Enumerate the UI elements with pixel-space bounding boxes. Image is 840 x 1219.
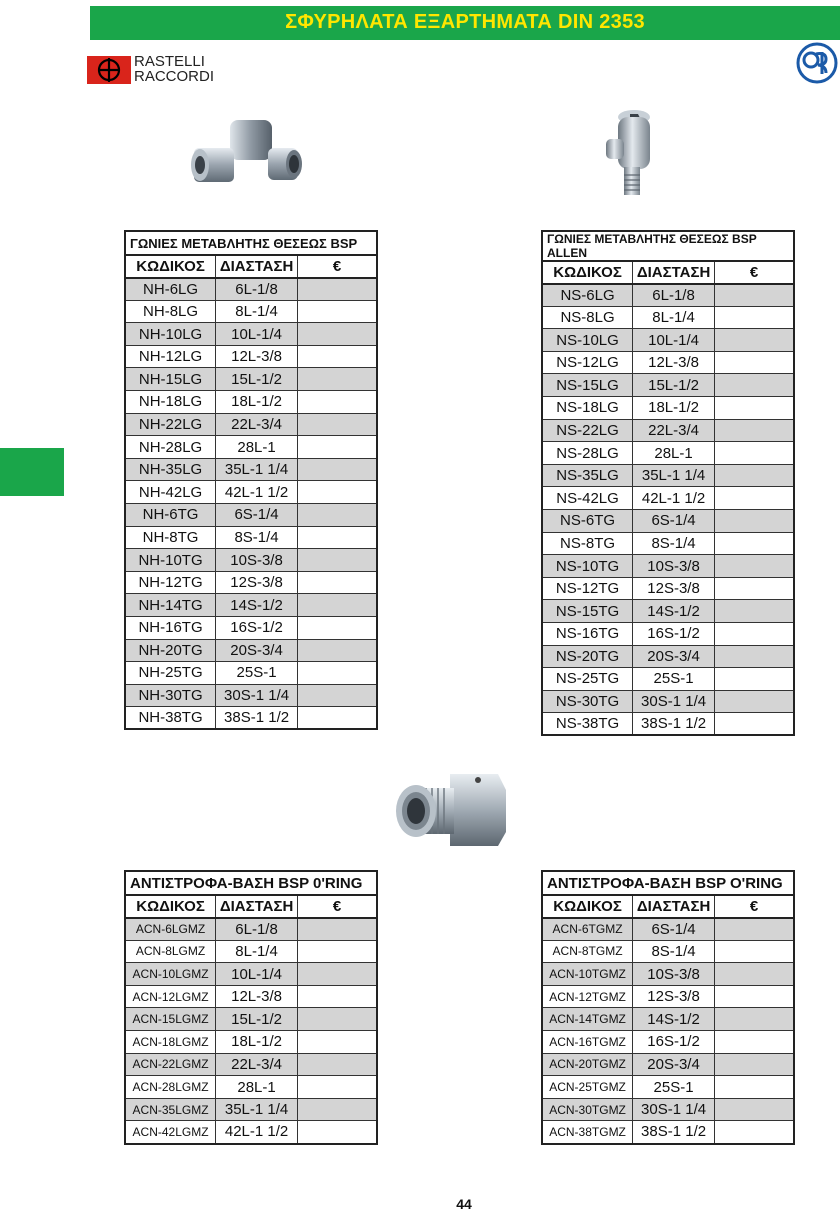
- table-row: [125, 684, 377, 707]
- table-row: [542, 532, 794, 555]
- table-row: [125, 707, 377, 730]
- table-row: [125, 940, 377, 963]
- product-code: NH-16TG: [125, 617, 216, 640]
- table-row: [125, 571, 377, 594]
- product-size: 6S-1/4: [216, 504, 298, 527]
- product-price: [298, 1031, 377, 1054]
- product-size: 8L-1/4: [216, 300, 298, 323]
- product-size: 10L-1/4: [216, 963, 298, 986]
- table-row: [125, 662, 377, 685]
- table-row: [542, 464, 794, 487]
- table-row: [125, 963, 377, 986]
- product-price: [715, 306, 794, 329]
- product-size: 10L-1/4: [216, 323, 298, 346]
- product-code: NS-12TG: [542, 577, 633, 600]
- product-price: [298, 963, 377, 986]
- table-row: [542, 645, 794, 668]
- product-code: NH-8LG: [125, 300, 216, 323]
- table-row: [542, 487, 794, 510]
- product-code: ACN-6TGMZ: [542, 918, 633, 941]
- table-row: [542, 329, 794, 352]
- product-price: [715, 329, 794, 352]
- product-size: 42L-1 1/2: [633, 487, 715, 510]
- table-row: [125, 617, 377, 640]
- product-size: 28L-1: [216, 1076, 298, 1099]
- product-code: NS-12LG: [542, 351, 633, 374]
- product-size: 10L-1/4: [633, 329, 715, 352]
- table-row: [542, 577, 794, 600]
- product-size: 8S-1/4: [216, 526, 298, 549]
- table-row: [542, 419, 794, 442]
- product-price: [298, 571, 377, 594]
- product-price: [715, 555, 794, 578]
- table-row: [125, 1031, 377, 1054]
- allen-fitting-image: [602, 105, 662, 200]
- page-number: 44: [456, 1196, 472, 1212]
- product-code: NS-28LG: [542, 442, 633, 465]
- product-price: [715, 1098, 794, 1121]
- product-code: ACN-15LGMZ: [125, 1008, 216, 1031]
- product-price: [298, 1053, 377, 1076]
- product-price: [715, 532, 794, 555]
- product-price: [298, 639, 377, 662]
- product-code: NH-12LG: [125, 345, 216, 368]
- section-tab: [0, 448, 64, 496]
- product-price: [715, 442, 794, 465]
- product-code: NS-10LG: [542, 329, 633, 352]
- rs-circle-logo-icon: [796, 42, 838, 84]
- product-price: [715, 690, 794, 713]
- product-price: [298, 391, 377, 414]
- table-row: [125, 391, 377, 414]
- product-price: [715, 600, 794, 623]
- product-price: [715, 397, 794, 420]
- product-price: [298, 300, 377, 323]
- product-size: 6L-1/8: [216, 278, 298, 301]
- product-code: NH-10TG: [125, 549, 216, 572]
- product-price: [298, 1076, 377, 1099]
- product-size: 18L-1/2: [216, 391, 298, 414]
- product-size: 22L-3/4: [216, 413, 298, 436]
- product-code: ACN-42LGMZ: [125, 1121, 216, 1144]
- table-row: [542, 963, 794, 986]
- product-price: [298, 549, 377, 572]
- product-size: 12S-3/8: [633, 577, 715, 600]
- product-code: ACN-12LGMZ: [125, 985, 216, 1008]
- product-code: NH-38TG: [125, 707, 216, 730]
- product-code: NS-38TG: [542, 713, 633, 736]
- product-size: 22L-3/4: [633, 419, 715, 442]
- table-row: [125, 1076, 377, 1099]
- product-code: NS-15LG: [542, 374, 633, 397]
- product-code: ACN-14TGMZ: [542, 1008, 633, 1031]
- table-row: [125, 594, 377, 617]
- product-price: [715, 623, 794, 646]
- product-code: NH-6LG: [125, 278, 216, 301]
- product-code: NS-42LG: [542, 487, 633, 510]
- product-size: 14S-1/2: [633, 1008, 715, 1031]
- product-price: [715, 464, 794, 487]
- product-table-acn-lgmz: [124, 870, 378, 1145]
- product-code: ACN-18LGMZ: [125, 1031, 216, 1054]
- column-header-price: €: [298, 255, 377, 278]
- product-table-nh: [124, 230, 378, 730]
- product-size: 25S-1: [216, 662, 298, 685]
- product-code: NH-28LG: [125, 436, 216, 459]
- product-code: ACN-20TGMZ: [542, 1053, 633, 1076]
- column-header-size: ΔΙΑΣΤΑΣΗ: [633, 895, 715, 918]
- rastelli-logo: [87, 54, 227, 86]
- product-size: 12L-3/8: [216, 345, 298, 368]
- product-size: 35L-1 1/4: [633, 464, 715, 487]
- table-row: [542, 306, 794, 329]
- logo-line-1: RASTELLI: [134, 53, 205, 70]
- table-row: [542, 713, 794, 736]
- product-code: ACN-12TGMZ: [542, 985, 633, 1008]
- product-code: ACN-16TGMZ: [542, 1031, 633, 1054]
- product-price: [298, 1098, 377, 1121]
- product-code: NS-35LG: [542, 464, 633, 487]
- table-row: [542, 940, 794, 963]
- product-price: [715, 940, 794, 963]
- logo-line-2: RACCORDI: [134, 68, 215, 85]
- product-price: [298, 617, 377, 640]
- product-size: 12S-3/8: [633, 985, 715, 1008]
- product-code: NH-20TG: [125, 639, 216, 662]
- product-price: [298, 413, 377, 436]
- table-row: [125, 368, 377, 391]
- product-code: NH-42LG: [125, 481, 216, 504]
- product-size: 18L-1/2: [633, 397, 715, 420]
- product-price: [715, 918, 794, 941]
- table-row: [125, 985, 377, 1008]
- product-code: ACN-28LGMZ: [125, 1076, 216, 1099]
- product-table-ns: [541, 230, 795, 736]
- product-code: ACN-10TGMZ: [542, 963, 633, 986]
- table-row: [125, 504, 377, 527]
- product-code: NS-30TG: [542, 690, 633, 713]
- elbow-fitting-image: [190, 110, 310, 195]
- product-code: NS-18LG: [542, 397, 633, 420]
- product-price: [298, 1008, 377, 1031]
- table-title: ΓΩΝΙΕΣ ΜΕΤΑΒΛΗΤΗΣ ΘΕΣΕΩΣ BSP ALLEN: [542, 231, 794, 261]
- product-price: [715, 713, 794, 736]
- column-header-price: €: [715, 895, 794, 918]
- product-size: 38S-1 1/2: [633, 1121, 715, 1144]
- table-row: [542, 623, 794, 646]
- table-row: [125, 549, 377, 572]
- table-row: [125, 413, 377, 436]
- product-code: NH-14TG: [125, 594, 216, 617]
- column-header-code: ΚΩΔΙΚΟΣ: [125, 255, 216, 278]
- header-bar: [90, 6, 840, 40]
- product-code: ACN-30TGMZ: [542, 1098, 633, 1121]
- product-size: 6L-1/8: [216, 918, 298, 941]
- product-price: [715, 668, 794, 691]
- table-row: [542, 600, 794, 623]
- product-price: [715, 1076, 794, 1099]
- product-size: 16S-1/2: [633, 1031, 715, 1054]
- product-code: NH-6TG: [125, 504, 216, 527]
- table-row: [542, 351, 794, 374]
- table-row: [542, 284, 794, 307]
- product-code: ACN-25TGMZ: [542, 1076, 633, 1099]
- table-row: [125, 1053, 377, 1076]
- page-title: ΣΦΥΡΗΛΑΤΑ ΕΞΑΡΤΗΜΑΤΑ DIN 2353: [285, 11, 645, 33]
- product-size: 35L-1 1/4: [216, 1098, 298, 1121]
- product-size: 15L-1/2: [216, 1008, 298, 1031]
- product-size: 25S-1: [633, 1076, 715, 1099]
- product-size: 20S-3/4: [633, 1053, 715, 1076]
- product-price: [298, 526, 377, 549]
- product-size: 38S-1 1/2: [633, 713, 715, 736]
- product-price: [715, 510, 794, 533]
- product-code: NS-22LG: [542, 419, 633, 442]
- product-price: [298, 684, 377, 707]
- product-price: [298, 345, 377, 368]
- product-size: 8L-1/4: [633, 306, 715, 329]
- product-size: 30S-1 1/4: [216, 684, 298, 707]
- table-row: [125, 639, 377, 662]
- column-header-size: ΔΙΑΣΤΑΣΗ: [633, 261, 715, 284]
- table-row: [542, 510, 794, 533]
- table-row: [125, 918, 377, 941]
- product-code: NH-30TG: [125, 684, 216, 707]
- product-code: ACN-38TGMZ: [542, 1121, 633, 1144]
- table-row: [125, 278, 377, 301]
- column-header-price: €: [715, 261, 794, 284]
- product-size: 42L-1 1/2: [216, 481, 298, 504]
- column-header-code: ΚΩΔΙΚΟΣ: [542, 895, 633, 918]
- product-price: [715, 284, 794, 307]
- product-code: ACN-6LGMZ: [125, 918, 216, 941]
- product-price: [298, 918, 377, 941]
- table-row: [542, 918, 794, 941]
- product-price: [715, 487, 794, 510]
- table-row: [125, 436, 377, 459]
- product-price: [298, 594, 377, 617]
- product-size: 6L-1/8: [633, 284, 715, 307]
- table-row: [542, 668, 794, 691]
- table-row: [125, 1008, 377, 1031]
- product-size: 28L-1: [216, 436, 298, 459]
- table-row: [542, 1098, 794, 1121]
- product-size: 8S-1/4: [633, 532, 715, 555]
- product-price: [298, 458, 377, 481]
- table-row: [542, 442, 794, 465]
- product-price: [715, 1008, 794, 1031]
- column-header-code: ΚΩΔΙΚΟΣ: [125, 895, 216, 918]
- table-title: ΓΩΝΙΕΣ ΜΕΤΑΒΛΗΤΗΣ ΘΕΣΕΩΣ BSP: [125, 231, 377, 255]
- product-code: NS-6TG: [542, 510, 633, 533]
- product-price: [715, 351, 794, 374]
- product-size: 12L-3/8: [216, 985, 298, 1008]
- table-row: [125, 458, 377, 481]
- table-row: [125, 481, 377, 504]
- table-row: [542, 1121, 794, 1144]
- product-code: NH-25TG: [125, 662, 216, 685]
- product-price: [715, 374, 794, 397]
- table-row: [125, 300, 377, 323]
- table-row: [125, 1098, 377, 1121]
- product-size: 15L-1/2: [633, 374, 715, 397]
- product-size: 18L-1/2: [216, 1031, 298, 1054]
- logo-text: [134, 54, 214, 84]
- table-row: [125, 323, 377, 346]
- product-size: 30S-1 1/4: [633, 1098, 715, 1121]
- table-row: [542, 555, 794, 578]
- product-code: ACN-35LGMZ: [125, 1098, 216, 1121]
- product-code: NH-35LG: [125, 458, 216, 481]
- table-title: ΑΝΤΙΣΤΡΟΦΑ-ΒΑΣΗ BSP O'RING: [542, 871, 794, 895]
- product-code: NS-6LG: [542, 284, 633, 307]
- product-code: ACN-22LGMZ: [125, 1053, 216, 1076]
- product-size: 20S-3/4: [216, 639, 298, 662]
- product-size: 14S-1/2: [216, 594, 298, 617]
- product-size: 10S-3/8: [633, 963, 715, 986]
- product-price: [298, 504, 377, 527]
- product-size: 12L-3/8: [633, 351, 715, 374]
- product-code: NH-10LG: [125, 323, 216, 346]
- product-price: [715, 645, 794, 668]
- product-code: NS-20TG: [542, 645, 633, 668]
- product-code: NS-25TG: [542, 668, 633, 691]
- product-size: 38S-1 1/2: [216, 707, 298, 730]
- product-price: [298, 278, 377, 301]
- table-row: [542, 1008, 794, 1031]
- product-size: 6S-1/4: [633, 510, 715, 533]
- product-price: [298, 436, 377, 459]
- product-code: NH-18LG: [125, 391, 216, 414]
- product-price: [298, 707, 377, 730]
- product-size: 42L-1 1/2: [216, 1121, 298, 1144]
- product-price: [298, 323, 377, 346]
- product-code: NS-15TG: [542, 600, 633, 623]
- product-code: NS-8TG: [542, 532, 633, 555]
- table-row: [542, 1031, 794, 1054]
- product-price: [298, 481, 377, 504]
- product-price: [715, 985, 794, 1008]
- product-size: 10S-3/8: [216, 549, 298, 572]
- table-row: [125, 1121, 377, 1144]
- product-code: NS-10TG: [542, 555, 633, 578]
- product-code: NS-8LG: [542, 306, 633, 329]
- product-size: 25S-1: [633, 668, 715, 691]
- table-row: [542, 374, 794, 397]
- column-header-size: ΔΙΑΣΤΑΣΗ: [216, 255, 298, 278]
- product-price: [715, 963, 794, 986]
- rastelli-logo-icon: [87, 56, 131, 84]
- product-price: [298, 1121, 377, 1144]
- column-header-size: ΔΙΑΣΤΑΣΗ: [216, 895, 298, 918]
- product-code: ACN-8TGMZ: [542, 940, 633, 963]
- product-size: 15L-1/2: [216, 368, 298, 391]
- product-price: [298, 662, 377, 685]
- product-code: ACN-10LGMZ: [125, 963, 216, 986]
- product-code: NH-12TG: [125, 571, 216, 594]
- table-title: ΑΝΤΙΣΤΡΟΦΑ-ΒΑΣΗ BSP 0'RING: [125, 871, 377, 895]
- product-size: 8L-1/4: [216, 940, 298, 963]
- product-code: ACN-8LGMZ: [125, 940, 216, 963]
- product-code: NS-16TG: [542, 623, 633, 646]
- product-size: 20S-3/4: [633, 645, 715, 668]
- product-size: 16S-1/2: [216, 617, 298, 640]
- table-row: [542, 985, 794, 1008]
- product-code: NH-22LG: [125, 413, 216, 436]
- product-size: 10S-3/8: [633, 555, 715, 578]
- product-size: 16S-1/2: [633, 623, 715, 646]
- column-header-price: €: [298, 895, 377, 918]
- product-price: [715, 1121, 794, 1144]
- product-price: [298, 985, 377, 1008]
- product-size: 28L-1: [633, 442, 715, 465]
- product-size: 30S-1 1/4: [633, 690, 715, 713]
- product-size: 22L-3/4: [216, 1053, 298, 1076]
- table-row: [542, 1076, 794, 1099]
- product-code: NH-8TG: [125, 526, 216, 549]
- product-price: [715, 577, 794, 600]
- product-price: [715, 419, 794, 442]
- product-size: 8S-1/4: [633, 940, 715, 963]
- product-size: 12S-3/8: [216, 571, 298, 594]
- product-size: 14S-1/2: [633, 600, 715, 623]
- column-header-code: ΚΩΔΙΚΟΣ: [542, 261, 633, 284]
- product-price: [715, 1053, 794, 1076]
- table-row: [542, 690, 794, 713]
- product-size: 35L-1 1/4: [216, 458, 298, 481]
- product-price: [715, 1031, 794, 1054]
- product-table-acn-tgmz: [541, 870, 795, 1145]
- table-row: [542, 397, 794, 420]
- table-row: [125, 345, 377, 368]
- product-price: [298, 940, 377, 963]
- reverse-base-fitting-image: [390, 770, 510, 850]
- table-row: [542, 1053, 794, 1076]
- table-row: [125, 526, 377, 549]
- product-size: 6S-1/4: [633, 918, 715, 941]
- product-code: NH-15LG: [125, 368, 216, 391]
- product-price: [298, 368, 377, 391]
